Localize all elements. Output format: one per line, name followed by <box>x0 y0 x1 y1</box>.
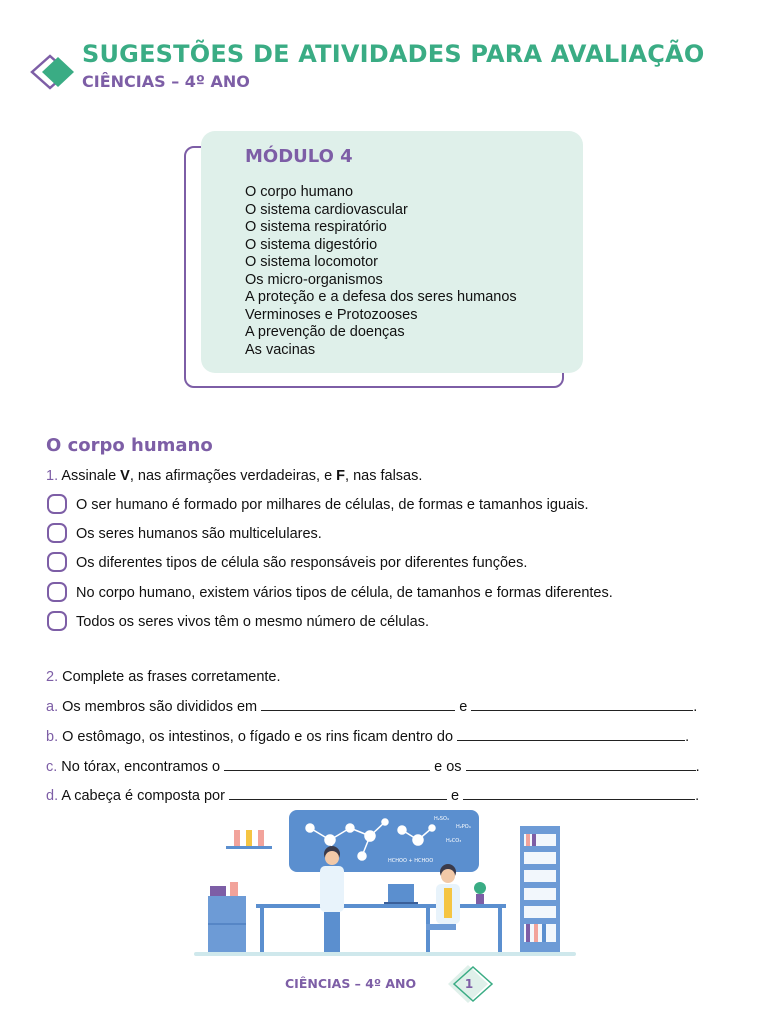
item-conj: e <box>446 788 464 804</box>
item-end: . <box>695 788 700 804</box>
item-letter: a. <box>46 699 59 715</box>
answer-checkbox[interactable] <box>47 523 67 543</box>
item-letter: c. <box>46 759 58 775</box>
item-b <box>46 727 689 745</box>
answer-blank[interactable] <box>466 757 696 771</box>
item-d <box>46 786 699 804</box>
item-letter: b. <box>46 729 59 745</box>
prompt-text: Assinale <box>58 468 121 484</box>
prompt-text: Complete as frases corretamente. <box>58 669 281 685</box>
topic-item: A proteção e a defesa dos seres humanos <box>245 289 517 305</box>
answer-checkbox[interactable] <box>47 494 67 514</box>
answer-checkbox[interactable] <box>47 582 67 602</box>
item-end: . <box>695 759 700 775</box>
topic-item: O corpo humano <box>245 184 354 200</box>
module-title: MÓDULO 4 <box>245 146 353 167</box>
board-formula-3: H₂CO₃ <box>446 838 462 844</box>
page-title: SUGESTÕES DE ATIVIDADES PARA AVALIAÇÃO <box>82 40 705 68</box>
diamond-logo-icon <box>28 52 76 92</box>
answer-blank[interactable] <box>261 697 455 711</box>
topic-item: O sistema digestório <box>245 236 378 253</box>
item-text: A cabeça é composta por <box>58 788 229 804</box>
item-conj: e <box>455 699 472 715</box>
board-formula-2: H₂PO₄ <box>456 824 471 830</box>
item-end: . <box>693 699 698 715</box>
answer-blank[interactable] <box>457 727 685 741</box>
laboratory-illustration <box>190 806 580 964</box>
answer-checkbox[interactable] <box>47 611 67 631</box>
topic-item: As vacinas <box>245 341 316 358</box>
prompt-text: , nas afirmações verdadeiras, e <box>129 468 337 484</box>
answer-blank[interactable] <box>471 697 693 711</box>
topic-item: O sistema cardiovascular <box>245 201 408 218</box>
topic-item: Verminoses e Protozooses <box>245 306 418 323</box>
item-letter: d. <box>46 788 59 804</box>
topic-item: Os micro-organismos <box>245 271 383 288</box>
topic-item: O sistema locomotor <box>245 254 378 270</box>
item-text: O estômago, os intestinos, o fígado e os rins ficam dentro do <box>58 729 458 745</box>
answer-checkbox[interactable] <box>47 552 67 572</box>
statement-text: No corpo humano, existem vários tipos de célula, de tamanhos e formas diferentes. <box>76 585 613 601</box>
question-2-prompt <box>46 669 281 685</box>
prompt-v: V <box>120 468 130 484</box>
topic-item: O sistema respiratório <box>245 219 387 235</box>
prompt-text: , nas falsas. <box>345 468 423 484</box>
item-a <box>46 697 697 715</box>
module-topic-list <box>245 184 517 359</box>
statement-text: Os diferentes tipos de célula são responsáveis por diferentes funções. <box>76 555 528 571</box>
board-formula-4: HCHOO + HCHOO <box>388 858 434 864</box>
page-number: 1 <box>464 977 474 991</box>
section-title: O corpo humano <box>46 435 213 456</box>
answer-blank[interactable] <box>224 757 430 771</box>
prompt-f: F <box>336 468 346 484</box>
question-number: 2. <box>46 669 59 685</box>
statement-text: Todos os seres vivos têm o mesmo número de células. <box>76 614 429 630</box>
item-text: No tórax, encontramos o <box>57 759 225 775</box>
item-c <box>46 757 700 775</box>
question-1-prompt <box>46 468 422 484</box>
statement-text: O ser humano é formado por milhares de células, de formas e tamanhos iguais. <box>76 497 589 513</box>
topic-item: A prevenção de doenças <box>245 324 405 340</box>
statement-text: Os seres humanos são multicelulares. <box>76 526 322 542</box>
page-subtitle: CIÊNCIAS – 4º ANO <box>82 72 250 91</box>
footer-label: CIÊNCIAS – 4º ANO <box>285 976 417 991</box>
answer-blank[interactable] <box>229 786 447 800</box>
answer-blank[interactable] <box>463 786 695 800</box>
board-formula-1: H₂SO₄ <box>434 816 449 822</box>
item-text: Os membros são divididos em <box>58 699 262 715</box>
item-end: . <box>685 729 690 745</box>
item-conj: e os <box>430 759 466 775</box>
question-number: 1. <box>46 468 59 484</box>
